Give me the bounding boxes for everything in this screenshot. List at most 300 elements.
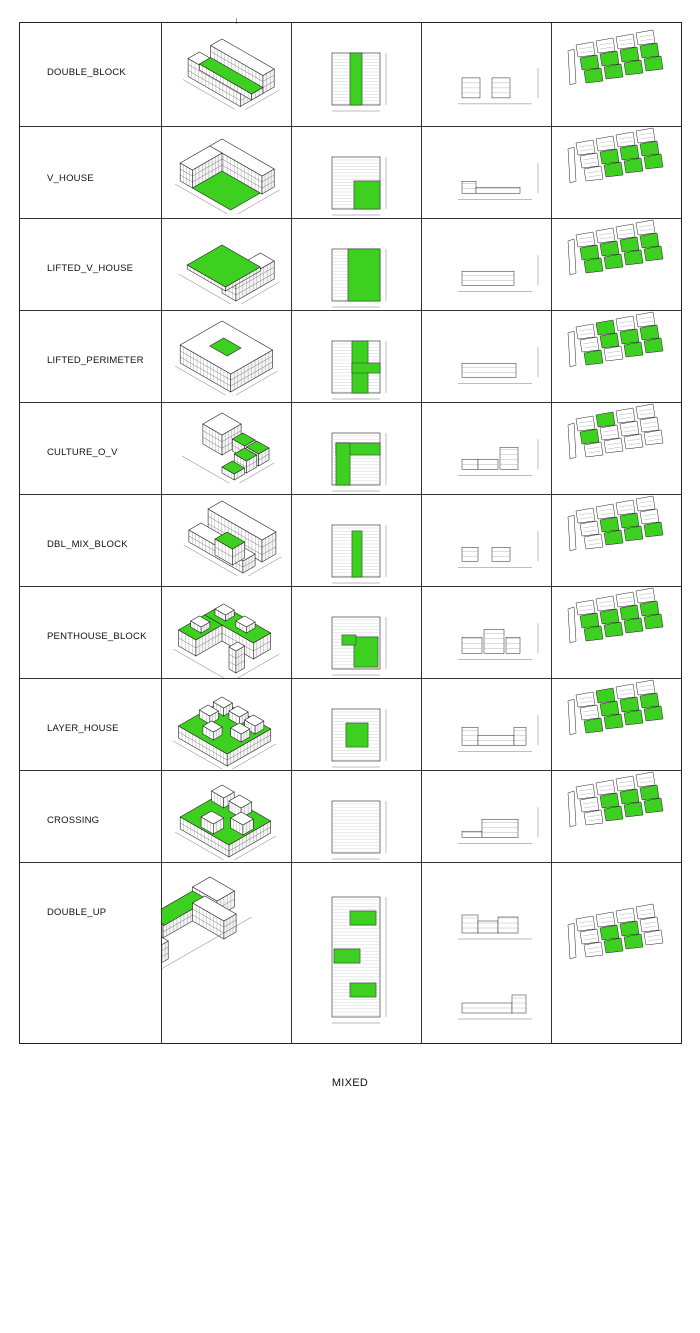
site-parcel-green bbox=[604, 162, 623, 177]
iso-massing bbox=[175, 785, 276, 860]
floor-plan bbox=[332, 157, 386, 215]
site-parcel-green bbox=[644, 246, 663, 261]
site-parcel bbox=[636, 772, 655, 787]
plan-cell bbox=[292, 495, 422, 586]
site-cell bbox=[552, 311, 681, 402]
drawing bbox=[422, 403, 552, 495]
typology-row bbox=[20, 587, 681, 679]
site-edge-parcel bbox=[568, 423, 576, 459]
site-parcel-green bbox=[600, 51, 619, 66]
drawing bbox=[162, 587, 292, 679]
site-parcel bbox=[580, 337, 599, 352]
drawing bbox=[292, 23, 422, 127]
iso-massing bbox=[182, 413, 274, 483]
typology-row bbox=[20, 311, 681, 403]
site-parcel-green bbox=[580, 245, 599, 260]
site-parcel-green bbox=[640, 43, 659, 58]
typology-name: CULTURE_O_V bbox=[47, 447, 118, 458]
site-edge-parcel bbox=[568, 791, 576, 827]
site-parcel bbox=[636, 404, 655, 419]
name-cell bbox=[20, 863, 162, 1044]
drawing bbox=[552, 23, 681, 127]
site-parcel-green bbox=[604, 530, 623, 545]
name-cell bbox=[20, 403, 162, 494]
site-parcel-green bbox=[580, 55, 599, 70]
site-parcel-green bbox=[620, 513, 639, 528]
site-parcel-green bbox=[640, 693, 659, 708]
site-parcel bbox=[596, 136, 615, 151]
site-parcel bbox=[624, 434, 643, 449]
site-plan bbox=[568, 496, 663, 551]
plan-cell bbox=[292, 403, 422, 494]
site-parcel bbox=[616, 132, 635, 147]
site-parcel-green bbox=[620, 605, 639, 620]
drawing bbox=[552, 403, 681, 495]
site-parcel bbox=[636, 496, 655, 511]
drawing bbox=[162, 403, 292, 495]
site-parcel bbox=[584, 534, 603, 549]
floor-plan bbox=[332, 617, 386, 675]
axonometric-cell bbox=[162, 587, 292, 678]
plan-cell bbox=[292, 311, 422, 402]
drawing bbox=[292, 495, 422, 587]
drawing bbox=[422, 23, 552, 127]
site-parcel bbox=[596, 504, 615, 519]
axonometric-cell bbox=[162, 219, 292, 310]
section-volume bbox=[462, 271, 514, 285]
plan-cell bbox=[292, 679, 422, 770]
section-cell bbox=[422, 127, 552, 218]
plan-green-area bbox=[334, 949, 360, 963]
site-parcel-green bbox=[604, 806, 623, 821]
site-parcel-green bbox=[624, 60, 643, 75]
section bbox=[458, 255, 538, 291]
site-parcel bbox=[616, 908, 635, 923]
site-parcel bbox=[576, 600, 595, 615]
site-cell bbox=[552, 863, 681, 1044]
section-cell bbox=[422, 219, 552, 310]
section-volume bbox=[498, 917, 518, 933]
plan-green-area bbox=[350, 983, 376, 997]
drawing bbox=[292, 679, 422, 771]
axonometric-cell bbox=[162, 23, 292, 126]
site-parcel-green bbox=[600, 925, 619, 940]
section-cell bbox=[422, 495, 552, 586]
site-parcel-green bbox=[640, 233, 659, 248]
typology-row bbox=[20, 679, 681, 771]
section-volume bbox=[462, 637, 482, 653]
section-volume bbox=[492, 547, 510, 561]
typology-row bbox=[20, 863, 681, 1044]
iso-massing bbox=[179, 245, 280, 304]
floor-plan bbox=[332, 801, 386, 859]
typology-name: DOUBLE_UP bbox=[47, 907, 107, 918]
axonometric-cell bbox=[162, 679, 292, 770]
site-parcel bbox=[576, 916, 595, 931]
section bbox=[458, 531, 538, 567]
name-cell bbox=[20, 219, 162, 310]
site-parcel bbox=[604, 346, 623, 361]
floor-plan bbox=[332, 249, 386, 307]
site-parcel-green bbox=[620, 789, 639, 804]
site-parcel bbox=[636, 588, 655, 603]
site-cell bbox=[552, 403, 681, 494]
section-volume bbox=[500, 447, 518, 469]
drawing bbox=[162, 771, 292, 863]
floor-plan bbox=[332, 709, 386, 767]
typology-name: CROSSING bbox=[47, 815, 100, 826]
floor-plan bbox=[332, 897, 386, 1023]
site-parcel bbox=[616, 224, 635, 239]
site-parcel-green bbox=[640, 141, 659, 156]
site-plan bbox=[568, 904, 663, 959]
site-parcel bbox=[616, 316, 635, 331]
drawing bbox=[292, 127, 422, 219]
site-parcel bbox=[596, 912, 615, 927]
site-parcel bbox=[596, 780, 615, 795]
drawing bbox=[552, 863, 681, 1044]
site-parcel bbox=[580, 705, 599, 720]
site-parcel-green bbox=[604, 622, 623, 637]
section-cell bbox=[422, 23, 552, 126]
iso-massing bbox=[173, 604, 279, 679]
site-parcel bbox=[636, 680, 655, 695]
site-cell bbox=[552, 219, 681, 310]
site-parcel bbox=[636, 128, 655, 143]
axonometric-cell bbox=[162, 495, 292, 586]
section-volume bbox=[462, 363, 516, 377]
plan-outline bbox=[332, 801, 380, 853]
site-parcel bbox=[644, 930, 663, 945]
typology-matrix bbox=[19, 22, 682, 1044]
site-parcel bbox=[596, 38, 615, 53]
plan-cell bbox=[292, 219, 422, 310]
site-plan bbox=[568, 772, 663, 827]
section-volume bbox=[478, 921, 498, 933]
site-parcel-green bbox=[624, 158, 643, 173]
typology-row bbox=[20, 23, 681, 127]
drawing bbox=[552, 679, 681, 771]
site-parcel bbox=[576, 692, 595, 707]
site-parcel-green bbox=[584, 718, 603, 733]
site-parcel-green bbox=[600, 333, 619, 348]
site-parcel-green bbox=[644, 338, 663, 353]
site-cell bbox=[552, 495, 681, 586]
iso-massing bbox=[162, 877, 252, 974]
site-parcel bbox=[636, 30, 655, 45]
site-parcel bbox=[640, 417, 659, 432]
plan-green-area bbox=[354, 637, 378, 667]
plan-green-area bbox=[352, 363, 380, 373]
drawing bbox=[162, 863, 292, 1044]
floor-plan bbox=[332, 53, 386, 111]
section bbox=[458, 807, 538, 843]
site-plan bbox=[568, 404, 663, 459]
site-plan bbox=[568, 30, 663, 85]
site-edge-parcel bbox=[568, 49, 576, 85]
section-cell bbox=[422, 403, 552, 494]
site-parcel bbox=[576, 508, 595, 523]
drawing bbox=[162, 23, 292, 127]
site-parcel bbox=[616, 500, 635, 515]
section-cell bbox=[422, 679, 552, 770]
drawing bbox=[292, 863, 422, 1044]
site-plan bbox=[568, 588, 663, 643]
section bbox=[458, 623, 538, 659]
section-volume bbox=[514, 727, 526, 745]
site-parcel bbox=[640, 509, 659, 524]
site-parcel-green bbox=[644, 614, 663, 629]
drawing bbox=[552, 587, 681, 679]
section-cell bbox=[422, 863, 552, 1044]
site-edge-parcel bbox=[568, 239, 576, 275]
typology-name: LIFTED_V_HOUSE bbox=[47, 263, 134, 274]
axonometric-cell bbox=[162, 863, 292, 1044]
site-parcel-green bbox=[596, 412, 615, 427]
section bbox=[458, 439, 538, 475]
drawing bbox=[552, 311, 681, 403]
site-parcel bbox=[580, 929, 599, 944]
site-edge-parcel bbox=[568, 923, 576, 959]
section-cell bbox=[422, 311, 552, 402]
site-parcel-green bbox=[584, 68, 603, 83]
plan-green-area bbox=[352, 531, 362, 577]
section-volume bbox=[506, 637, 520, 653]
plan-cell bbox=[292, 127, 422, 218]
site-edge-parcel bbox=[568, 699, 576, 735]
site-parcel bbox=[600, 425, 619, 440]
typology-row bbox=[20, 127, 681, 219]
typology-name: DOUBLE_BLOCK bbox=[47, 67, 126, 78]
site-parcel-green bbox=[604, 714, 623, 729]
site-cell bbox=[552, 127, 681, 218]
section-cell bbox=[422, 587, 552, 678]
name-cell bbox=[20, 311, 162, 402]
site-plan bbox=[568, 220, 663, 275]
site-parcel bbox=[584, 810, 603, 825]
site-parcel-green bbox=[600, 793, 619, 808]
drawing bbox=[552, 495, 681, 587]
site-cell bbox=[552, 23, 681, 126]
site-parcel-green bbox=[620, 237, 639, 252]
drawing bbox=[292, 771, 422, 863]
section bbox=[458, 715, 538, 751]
drawing bbox=[422, 495, 552, 587]
typology-name: DBL_MIX_BLOCK bbox=[47, 539, 128, 550]
site-parcel-green bbox=[596, 688, 615, 703]
typology-row bbox=[20, 771, 681, 863]
drawing bbox=[422, 771, 552, 863]
drawing bbox=[292, 587, 422, 679]
plan-green-area bbox=[350, 53, 362, 105]
typology-row bbox=[20, 495, 681, 587]
site-parcel bbox=[580, 521, 599, 536]
drawing bbox=[422, 127, 552, 219]
site-parcel bbox=[616, 776, 635, 791]
plan-cell bbox=[292, 587, 422, 678]
site-parcel-green bbox=[604, 64, 623, 79]
plan-cell bbox=[292, 863, 422, 1044]
axonometric-cell bbox=[162, 127, 292, 218]
drawing bbox=[292, 403, 422, 495]
plan-green-area bbox=[342, 635, 356, 645]
plan-green-area bbox=[348, 249, 380, 301]
site-parcel-green bbox=[644, 154, 663, 169]
site-parcel-green bbox=[640, 325, 659, 340]
site-parcel-green bbox=[644, 522, 663, 537]
section-volume bbox=[462, 915, 478, 933]
site-parcel-green bbox=[624, 250, 643, 265]
site-parcel bbox=[644, 430, 663, 445]
site-parcel bbox=[576, 324, 595, 339]
site-parcel-green bbox=[584, 626, 603, 641]
site-parcel bbox=[576, 784, 595, 799]
typology-name: V_HOUSE bbox=[47, 173, 94, 184]
section-volume bbox=[462, 181, 476, 193]
site-edge-parcel bbox=[568, 147, 576, 183]
typology-name: LAYER_HOUSE bbox=[47, 723, 119, 734]
site-parcel-green bbox=[620, 47, 639, 62]
site-parcel-green bbox=[640, 601, 659, 616]
site-parcel-green bbox=[644, 798, 663, 813]
site-parcel-green bbox=[600, 517, 619, 532]
site-parcel bbox=[640, 917, 659, 932]
plan-green-area bbox=[336, 443, 350, 485]
drawing bbox=[422, 587, 552, 679]
site-parcel bbox=[596, 228, 615, 243]
iso-massing bbox=[184, 501, 281, 576]
site-parcel-green bbox=[624, 710, 643, 725]
floor-plan bbox=[332, 525, 386, 583]
name-cell bbox=[20, 23, 162, 126]
drawing bbox=[162, 127, 292, 219]
drawing bbox=[162, 679, 292, 771]
site-parcel-green bbox=[624, 934, 643, 949]
typology-name: PENTHOUSE_BLOCK bbox=[47, 631, 147, 642]
site-parcel bbox=[584, 442, 603, 457]
site-plan bbox=[568, 680, 663, 735]
section-volume bbox=[462, 727, 478, 745]
drawing bbox=[292, 311, 422, 403]
site-parcel bbox=[636, 220, 655, 235]
site-cell bbox=[552, 679, 681, 770]
site-parcel bbox=[636, 904, 655, 919]
section-volume bbox=[484, 629, 504, 653]
site-parcel bbox=[604, 438, 623, 453]
site-parcel-green bbox=[600, 701, 619, 716]
site-parcel-green bbox=[644, 56, 663, 71]
name-cell bbox=[20, 587, 162, 678]
name-cell bbox=[20, 771, 162, 862]
site-parcel-green bbox=[624, 526, 643, 541]
site-parcel bbox=[576, 232, 595, 247]
section-volume bbox=[482, 819, 518, 837]
section-volume bbox=[512, 995, 526, 1013]
floor-plan bbox=[332, 341, 386, 399]
plan-cell bbox=[292, 23, 422, 126]
site-parcel bbox=[580, 153, 599, 168]
typology-name: LIFTED_PERIMETER bbox=[47, 355, 144, 366]
drawing bbox=[552, 219, 681, 311]
site-parcel-green bbox=[604, 254, 623, 269]
axonometric-cell bbox=[162, 403, 292, 494]
section bbox=[458, 163, 538, 199]
drawing bbox=[552, 127, 681, 219]
site-edge-parcel bbox=[568, 607, 576, 643]
drawing bbox=[422, 679, 552, 771]
axonometric-cell bbox=[162, 771, 292, 862]
site-parcel-green bbox=[600, 149, 619, 164]
section bbox=[458, 68, 538, 104]
site-parcel bbox=[620, 421, 639, 436]
site-plan bbox=[568, 128, 663, 183]
site-parcel-green bbox=[580, 429, 599, 444]
site-parcel bbox=[616, 408, 635, 423]
name-cell bbox=[20, 679, 162, 770]
site-parcel bbox=[584, 942, 603, 957]
site-parcel bbox=[576, 42, 595, 57]
site-parcel-green bbox=[584, 258, 603, 273]
site-parcel bbox=[584, 166, 603, 181]
site-cell bbox=[552, 587, 681, 678]
typology-row bbox=[20, 403, 681, 495]
site-parcel bbox=[616, 34, 635, 49]
site-parcel-green bbox=[600, 609, 619, 624]
site-edge-parcel bbox=[568, 515, 576, 551]
section bbox=[458, 915, 532, 1019]
drawing bbox=[422, 311, 552, 403]
site-parcel-green bbox=[620, 921, 639, 936]
site-parcel bbox=[616, 684, 635, 699]
iso-massing bbox=[183, 39, 280, 110]
iso-massing bbox=[175, 321, 278, 395]
plan-cell bbox=[292, 771, 422, 862]
drawing bbox=[422, 219, 552, 311]
typology-row bbox=[20, 219, 681, 311]
site-parcel bbox=[576, 416, 595, 431]
site-parcel-green bbox=[584, 350, 603, 365]
site-parcel-green bbox=[604, 938, 623, 953]
site-parcel-green bbox=[580, 613, 599, 628]
site-parcel bbox=[616, 592, 635, 607]
site-parcel bbox=[576, 140, 595, 155]
site-parcel-green bbox=[644, 706, 663, 721]
site-parcel bbox=[596, 596, 615, 611]
plan-green-area bbox=[350, 911, 376, 925]
sheet-caption: MIXED bbox=[331, 1077, 369, 1089]
site-parcel-green bbox=[640, 785, 659, 800]
section-cell bbox=[422, 771, 552, 862]
plan-green-area bbox=[346, 723, 368, 747]
site-parcel-green bbox=[620, 697, 639, 712]
site-cell bbox=[552, 771, 681, 862]
site-parcel-green bbox=[624, 342, 643, 357]
site-parcel-green bbox=[596, 320, 615, 335]
drawing bbox=[422, 863, 552, 1044]
name-cell bbox=[20, 495, 162, 586]
section-volume bbox=[462, 547, 478, 561]
drawing bbox=[162, 219, 292, 311]
section bbox=[458, 347, 538, 383]
site-parcel-green bbox=[624, 618, 643, 633]
site-edge-parcel bbox=[568, 331, 576, 367]
name-cell bbox=[20, 127, 162, 218]
site-parcel-green bbox=[620, 145, 639, 160]
site-parcel bbox=[636, 312, 655, 327]
iso-massing bbox=[173, 697, 276, 769]
drawing bbox=[292, 219, 422, 311]
site-parcel bbox=[580, 797, 599, 812]
